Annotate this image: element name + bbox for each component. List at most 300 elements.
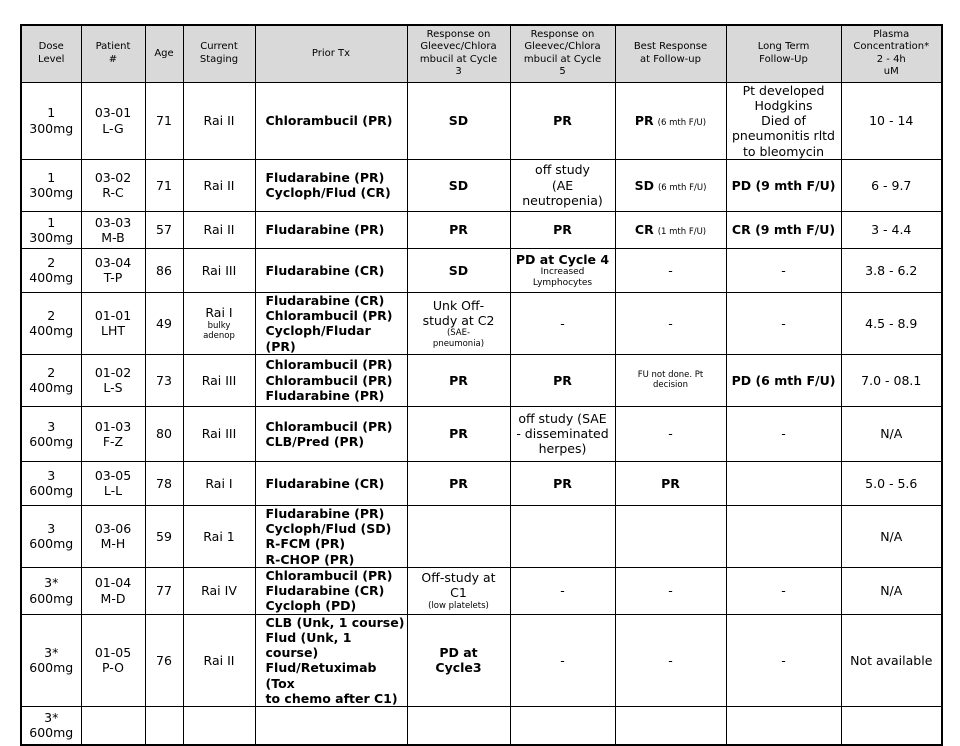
cell-line: 01-04: [94, 575, 132, 591]
cell-line: Prior Tx: [311, 47, 351, 59]
table-row: [21, 248, 942, 292]
cell-line: 2: [47, 255, 56, 270]
cell-staging: [183, 159, 255, 211]
cell-line: 1: [47, 105, 56, 121]
cell-age: [145, 461, 183, 505]
cell-patient: [81, 292, 145, 354]
cell-line: L-S: [103, 380, 123, 396]
cell-value: -: [781, 652, 786, 668]
cell-age: [145, 707, 183, 745]
cell-line: R-C: [102, 185, 124, 201]
cell-value: (6 mth F/U): [657, 182, 707, 193]
cell-value: SD: [448, 177, 469, 193]
cell-line: off study (SAE: [518, 410, 607, 426]
cell-value: N/A: [880, 426, 903, 442]
cell-line: Cycloph (PD): [265, 598, 357, 614]
cell-line: 600mg: [29, 590, 74, 606]
cell-value: PR: [449, 426, 468, 442]
cell-prior-tx: [255, 159, 407, 211]
cell-line: Fludarabine (PR): [265, 387, 385, 403]
cell-plasma-concentration: [841, 248, 942, 292]
cell-best-response: [615, 406, 726, 461]
cell-line: 03-06: [94, 521, 132, 536]
cell-line: 300mg: [29, 185, 74, 201]
cell-value: -: [668, 262, 673, 278]
cell-best-response: [615, 614, 726, 707]
cell-cycle3: [407, 567, 510, 614]
cell-line: Plasma: [873, 28, 910, 40]
cell-cycle5: [510, 248, 615, 292]
cell-line: 600mg: [29, 433, 74, 449]
cell-value: (1 mth F/U): [657, 227, 707, 238]
table-row: [21, 211, 942, 248]
cell-line: 3: [47, 521, 56, 536]
cell-value: Rai III: [201, 262, 237, 278]
cell-value: 3 - 4.4: [871, 222, 912, 238]
cell-cycle5: [510, 614, 615, 707]
cell-value: N/A: [880, 528, 903, 544]
cell-plasma-concentration: [841, 406, 942, 461]
cell-prior-tx: [255, 567, 407, 614]
cell-line: 2: [47, 308, 56, 323]
cell-cycle5: [510, 505, 615, 567]
cell-value: -: [781, 315, 786, 331]
cell-value: Rai I: [205, 305, 233, 321]
cell-value: PD (9 mth F/U): [731, 177, 836, 193]
cell-line: Fludarabine (CR): [265, 292, 385, 308]
cell-long-term-followup: [726, 292, 841, 354]
cell-line: (AE: [551, 177, 574, 193]
cell-value: Not available: [850, 652, 933, 668]
cell-line: P-O: [102, 660, 124, 676]
table-row: [21, 461, 942, 505]
cell-value: 5.0 - 5.6: [865, 475, 918, 491]
cell-patient: [81, 461, 145, 505]
cell-value: SD: [448, 113, 469, 128]
cell-line: Gleevec/Chlora: [524, 41, 601, 53]
cell-dose-level: [21, 406, 81, 461]
cell-value: PR: [553, 372, 572, 388]
cell-dose-level: [21, 354, 81, 406]
cell-value: 3.8 - 6.2: [865, 262, 918, 278]
cell-prior-tx: [255, 461, 407, 505]
cell-patient: [81, 707, 145, 745]
table-row: [21, 406, 942, 461]
cell-line: study at C2: [422, 312, 495, 328]
cell-line: 400mg: [29, 270, 74, 286]
cell-line: Fludarabine (CR): [265, 475, 385, 491]
cell-line: 600mg: [29, 725, 74, 741]
cell-line: PD at: [439, 645, 478, 660]
cell-value: Rai II: [203, 177, 235, 193]
cell-long-term-followup: [726, 567, 841, 614]
cell-staging: [183, 82, 255, 159]
cell-best-response: [615, 461, 726, 505]
cell-line: pneumonitis rltd: [732, 128, 835, 144]
patient-response-table: [20, 24, 943, 746]
cell-age: [145, 567, 183, 614]
cell-value: N/A: [880, 583, 903, 598]
cell-line: Cycloph/Flud (CR): [265, 185, 391, 201]
cell-cycle3: [407, 211, 510, 248]
cell-value: 7.0 - 08.1: [861, 372, 922, 388]
cell-line: Cycloph/Fludar (PR): [265, 323, 371, 354]
cell-line: Died of: [761, 113, 806, 128]
cell-patient: [81, 406, 145, 461]
cell-prior-tx: [255, 707, 407, 745]
table-row: [21, 159, 942, 211]
cell-prior-tx: [255, 614, 407, 707]
cell-patient: [81, 614, 145, 707]
cell-cycle3: [407, 292, 510, 354]
cell-line: C1: [450, 585, 467, 601]
cell-long-term-followup: [726, 505, 841, 567]
cell-staging: [183, 406, 255, 461]
cell-line: 2 - 4h: [876, 53, 906, 65]
cell-line: (SAE-: [446, 328, 471, 339]
cell-value: (6 mth F/U): [657, 117, 707, 128]
cell-line: to chemo after C1): [265, 690, 398, 706]
cell-line: Best Response: [633, 41, 708, 53]
cell-dose-level: [21, 211, 81, 248]
cell-line: Long Term: [757, 41, 810, 53]
cell-line: M-D: [100, 590, 126, 606]
cell-value: Rai II: [203, 652, 235, 668]
cell-age: [145, 292, 183, 354]
cell-line: off study: [535, 162, 590, 178]
cell-line: Fludarabine (PR): [265, 170, 385, 185]
cell-long-term-followup: [726, 406, 841, 461]
cell-dose-level: [21, 292, 81, 354]
cell-value: 86: [156, 262, 172, 278]
cell-age: [145, 82, 183, 159]
cell-age: [145, 406, 183, 461]
cell-line: #: [108, 53, 118, 65]
cell-line: 600mg: [29, 536, 74, 552]
cell-value: 73: [156, 372, 172, 388]
cell-dose-level: [21, 248, 81, 292]
cell-value: SD: [448, 262, 469, 278]
cell-line: at Follow-up: [640, 53, 701, 65]
cell-line: Current: [200, 41, 238, 53]
cell-line: Flud/Retuximab (Tox: [265, 660, 377, 691]
cell-staging: [183, 505, 255, 567]
cell-value: 71: [156, 177, 172, 193]
cell-cycle3: [407, 461, 510, 505]
cell-line: 1: [47, 170, 56, 185]
cell-value: 78: [156, 475, 172, 491]
table-row: [21, 707, 942, 745]
cell-line: M-H: [100, 536, 126, 552]
table-row: [21, 505, 942, 567]
cell-line: Cycle3: [435, 660, 482, 676]
header-plasma-concentration: [841, 25, 942, 82]
header-long-term-followup: [726, 25, 841, 82]
cell-long-term-followup: [726, 248, 841, 292]
cell-line: Chlorambucil (PR): [265, 113, 393, 128]
cell-value: -: [560, 652, 565, 668]
cell-staging: [183, 707, 255, 745]
cell-line: Chlorambucil (PR): [265, 418, 393, 434]
cell-line: Chlorambucil (PR): [265, 567, 393, 583]
cell-staging: [183, 461, 255, 505]
cell-line: M-B: [101, 229, 125, 245]
cell-value: 77: [156, 583, 172, 598]
cell-best-response: [615, 567, 726, 614]
cell-line: Fludarabine (CR): [265, 583, 385, 598]
cell-line: Age: [154, 47, 174, 59]
cell-line: Chlorambucil (PR): [265, 357, 393, 373]
cell-plasma-concentration: [841, 211, 942, 248]
cell-prior-tx: [255, 505, 407, 567]
cell-plasma-concentration: [841, 567, 942, 614]
cell-value: 76: [156, 652, 172, 668]
cell-plasma-concentration: [841, 292, 942, 354]
cell-line: Lymphocytes: [532, 277, 593, 288]
table-row: [21, 354, 942, 406]
cell-best-response: [615, 292, 726, 354]
cell-cycle3: [407, 248, 510, 292]
cell-patient: [81, 159, 145, 211]
cell-value: 80: [156, 426, 172, 442]
cell-line: R-FCM (PR): [265, 536, 346, 552]
cell-cycle5: [510, 461, 615, 505]
cell-staging: [183, 292, 255, 354]
cell-line: Response on: [530, 28, 595, 40]
cell-line: 03-04: [94, 255, 132, 270]
cell-line: Dose: [38, 41, 64, 53]
cell-value: Rai 1: [203, 528, 235, 544]
cell-plasma-concentration: [841, 354, 942, 406]
cell-value: Rai III: [201, 426, 237, 442]
cell-value: PR: [661, 475, 680, 491]
header-cycle3: [407, 25, 510, 82]
header-patient: [81, 25, 145, 82]
cell-line: Concentration*: [853, 41, 930, 53]
cell-line: LHT: [101, 323, 125, 339]
cell-line: Unk Off-: [432, 297, 485, 313]
cell-cycle5: [510, 211, 615, 248]
cell-value: -: [560, 583, 565, 598]
cell-line: Fludarabine (PR): [265, 222, 385, 238]
cell-line: 3*: [44, 575, 59, 591]
cell-staging: [183, 567, 255, 614]
cell-line: 01-02: [94, 365, 132, 380]
cell-line: 3: [47, 468, 56, 483]
cell-best-response: [615, 505, 726, 567]
cell-line: - disseminated: [516, 426, 609, 442]
cell-age: [145, 505, 183, 567]
table-row: [21, 82, 942, 159]
cell-line: L-L: [103, 483, 123, 499]
cell-staging: [183, 354, 255, 406]
cell-dose-level: [21, 567, 81, 614]
cell-prior-tx: [255, 354, 407, 406]
cell-line: 3*: [44, 645, 59, 660]
cell-age: [145, 159, 183, 211]
cell-line: 400mg: [29, 323, 74, 339]
cell-value: 4.5 - 8.9: [865, 315, 918, 331]
cell-dose-level: [21, 159, 81, 211]
header-age: [145, 25, 183, 82]
cell-line: CLB/Pred (PR): [265, 433, 365, 449]
cell-value: CR (9 mth F/U): [731, 222, 836, 238]
cell-line: Patient: [95, 41, 131, 53]
cell-line: 3: [47, 418, 56, 434]
cell-patient: [81, 211, 145, 248]
cell-line: neutropenia): [522, 192, 603, 208]
cell-patient: [81, 505, 145, 567]
cell-cycle3: [407, 505, 510, 567]
cell-line: Staging: [199, 53, 239, 65]
cell-value: -: [560, 315, 565, 331]
cell-value: 71: [156, 113, 172, 128]
cell-dose-level: [21, 82, 81, 159]
header-dose-level: [21, 25, 81, 82]
cell-line: 1: [47, 214, 56, 230]
cell-cycle5: [510, 82, 615, 159]
cell-line: 3*: [44, 710, 59, 725]
cell-line: 2: [47, 365, 56, 380]
cell-line: mbucil at Cycle: [419, 53, 498, 65]
cell-line: bulky: [207, 320, 231, 331]
cell-plasma-concentration: [841, 159, 942, 211]
cell-line: to bleomycin: [742, 143, 825, 159]
cell-line: Increased: [540, 266, 585, 277]
cell-line: Cycloph/Flud (SD): [265, 521, 392, 536]
cell-prior-tx: [255, 248, 407, 292]
cell-line: Fludarabine (CR): [265, 262, 385, 278]
cell-line: 01-01: [94, 308, 132, 323]
cell-value: SD: [634, 177, 654, 193]
cell-plasma-concentration: [841, 505, 942, 567]
cell-best-response: [615, 159, 726, 211]
cell-dose-level: [21, 614, 81, 707]
cell-cycle5: [510, 292, 615, 354]
table-row: [21, 292, 942, 354]
cell-value: PR: [553, 475, 572, 491]
cell-cycle3: [407, 354, 510, 406]
cell-value: PR: [449, 475, 468, 491]
cell-age: [145, 614, 183, 707]
cell-value: 57: [156, 222, 172, 238]
cell-line: 600mg: [29, 483, 74, 499]
header-prior-tx: [255, 25, 407, 82]
cell-value: 49: [156, 315, 172, 331]
cell-value: PR: [553, 222, 572, 238]
cell-dose-level: [21, 505, 81, 567]
cell-best-response: [615, 82, 726, 159]
cell-line: Response on: [426, 28, 491, 40]
cell-cycle3: [407, 82, 510, 159]
cell-line: uM: [883, 66, 899, 78]
cell-line: mbucil at Cycle: [523, 53, 602, 65]
cell-line: Off-study at: [421, 570, 496, 586]
cell-line: pneumonia): [432, 338, 485, 349]
cell-value: 6 - 9.7: [871, 177, 912, 193]
cell-value: -: [668, 652, 673, 668]
cell-line: 3: [455, 66, 462, 78]
cell-value: PR: [634, 112, 654, 128]
cell-patient: [81, 248, 145, 292]
cell-cycle3: [407, 406, 510, 461]
cell-prior-tx: [255, 406, 407, 461]
header-cycle5: [510, 25, 615, 82]
cell-long-term-followup: [726, 614, 841, 707]
cell-prior-tx: [255, 292, 407, 354]
cell-line: Gleevec/Chlora: [420, 41, 497, 53]
cell-value: -: [781, 583, 786, 598]
cell-line: L-G: [102, 120, 124, 136]
cell-cycle3: [407, 159, 510, 211]
cell-value: -: [668, 583, 673, 598]
cell-line: CLB (Unk, 1 course): [265, 614, 405, 630]
cell-line: T-P: [103, 270, 123, 286]
cell-line: F-Z: [102, 433, 124, 449]
cell-long-term-followup: [726, 82, 841, 159]
cell-line: R-CHOP (PR): [265, 551, 355, 567]
cell-cycle5: [510, 354, 615, 406]
cell-line: herpes): [538, 441, 587, 457]
cell-value: PR: [449, 372, 468, 388]
table-row: [21, 614, 942, 707]
cell-value: -: [781, 262, 786, 278]
cell-value: PD (6 mth F/U): [731, 372, 836, 388]
cell-value: Rai II: [203, 113, 235, 128]
cell-long-term-followup: [726, 354, 841, 406]
cell-staging: [183, 614, 255, 707]
cell-value: 10 - 14: [869, 113, 914, 128]
cell-value: -: [781, 426, 786, 442]
cell-age: [145, 354, 183, 406]
cell-value: Rai I: [205, 475, 233, 491]
cell-plasma-concentration: [841, 82, 942, 159]
cell-value: CR: [634, 222, 654, 238]
cell-age: [145, 248, 183, 292]
cell-cycle5: [510, 159, 615, 211]
cell-long-term-followup: [726, 707, 841, 745]
cell-staging: [183, 248, 255, 292]
cell-line: 300mg: [29, 120, 74, 136]
cell-age: [145, 211, 183, 248]
cell-prior-tx: [255, 211, 407, 248]
cell-line: 5: [559, 66, 566, 78]
cell-line: Hodgkins: [754, 97, 813, 113]
cell-value: PD at Cycle 4: [515, 251, 610, 267]
cell-long-term-followup: [726, 159, 841, 211]
cell-line: 03-03: [94, 214, 132, 230]
cell-dose-level: [21, 707, 81, 745]
table-row: [21, 567, 942, 614]
header-staging: [183, 25, 255, 82]
cell-line: 03-02: [94, 170, 132, 185]
cell-staging: [183, 211, 255, 248]
cell-line: FU not done. Pt: [637, 369, 704, 380]
cell-cycle3: [407, 707, 510, 745]
cell-plasma-concentration: [841, 707, 942, 745]
cell-line: Follow-Up: [759, 53, 808, 65]
cell-value: Rai III: [201, 372, 237, 388]
cell-cycle5: [510, 567, 615, 614]
cell-line: Flud (Unk, 1 course): [265, 629, 352, 660]
cell-plasma-concentration: [841, 614, 942, 707]
header-best-response: [615, 25, 726, 82]
cell-line: Chlorambucil (PR): [265, 372, 393, 388]
cell-dose-level: [21, 461, 81, 505]
cell-line: Level: [38, 53, 65, 65]
cell-line: 600mg: [29, 660, 74, 676]
cell-best-response: [615, 211, 726, 248]
